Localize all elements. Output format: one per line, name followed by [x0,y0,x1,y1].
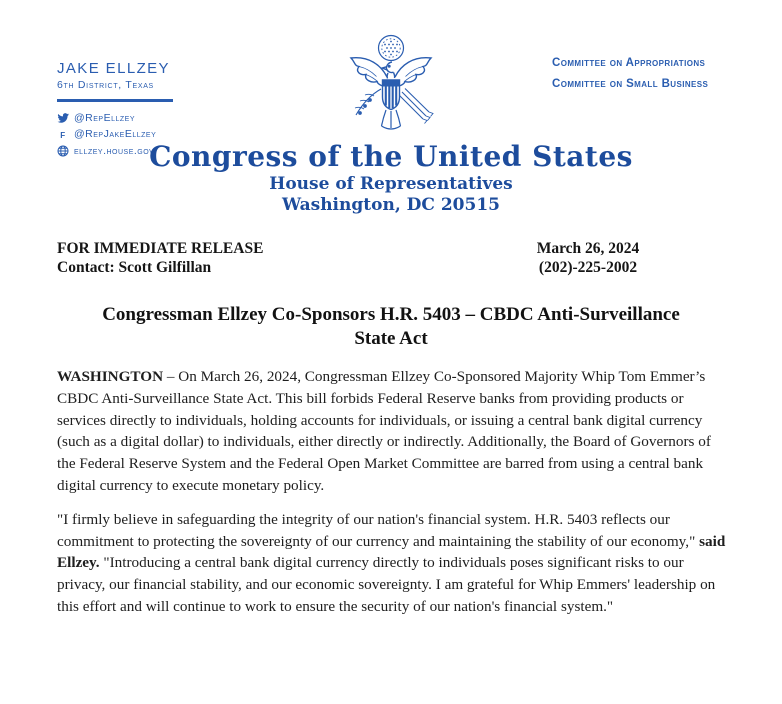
twitter-bird-icon [57,112,69,124]
committee-appropriations: Committee on Appropriations [552,57,706,69]
great-seal-icon [341,31,441,145]
congress-title: Congress of the United States [149,140,633,173]
attribution: said Ellzey. [57,532,726,572]
release-right-block [458,240,718,277]
quote-part-2: "Introducing a central bank digital currency directly to individuals poses significant risks to our privacy, our financial stability, and our economic sovereignty. I am grateful for Whip Emmers' leadership on this effort and will continue to work to ensure the security of our nation's financial system." [57,554,716,615]
paragraph-1 [57,366,729,497]
twitter-handle: @RepEllzey [74,111,135,124]
release-date: March 26, 2024 [536,240,640,257]
city-line: Washington, DC 20515 [282,195,500,215]
member-district: 6th District, Texas [57,79,154,91]
house-subtitle: House of Representatives [269,174,513,194]
paragraph-2 [57,509,729,618]
facebook-f-icon: f [60,127,66,141]
release-tag: FOR IMMEDIATE RELEASE [57,240,264,257]
paragraph-1-text: – On March 26, 2024, Congressman Ellzey Co-Sponsored Majority Whip Tom Emmer’s CBDC Anti-Surveillance State Act. This bill forbids Federal Reserve banks from providing products or services directly to individuals, holding accounts for individuals, or issuing a central bank digital currency (such as a digital dollar) to individuals, either directly or indirectly. Additionally, the Board of Governors of the Federal Reserve System and the Federal Open Market Committee are barred from using a central bank digital currency to execute monetary policy. [57,368,711,494]
release-info-row [57,240,725,277]
committee-list [552,53,708,95]
member-name: JAKE ELLZEY [57,60,170,77]
social-row-facebook [57,128,173,140]
facebook-handle: @RepJakeEllzey [74,128,157,140]
press-release-body [57,366,729,630]
committee-small-business: Committee on Small Business [552,78,709,90]
social-row-twitter [57,112,173,124]
dateline: WASHINGTON [57,368,164,385]
quote-part-1: "I firmly believe in safeguarding the integrity of our nation's financial system. H.R. 5403 reflects our commitment to protecting the sovereignty of our currency and maintaining the stability of our economy," [57,510,700,550]
release-left-block [57,240,263,277]
page-title: Congressman Ellzey Co-Sponsors H.R. 5403 – CBDC Anti-Surveillance State Act [102,304,680,349]
website-url: ellzey.house.gov [74,144,155,157]
headline-wrap [0,303,782,351]
release-contact: Contact: Scott Gilfillan [57,258,212,276]
release-phone: (202)-225-2002 [538,258,638,276]
divider-rule [57,99,173,102]
letterhead-org-block [0,141,782,215]
